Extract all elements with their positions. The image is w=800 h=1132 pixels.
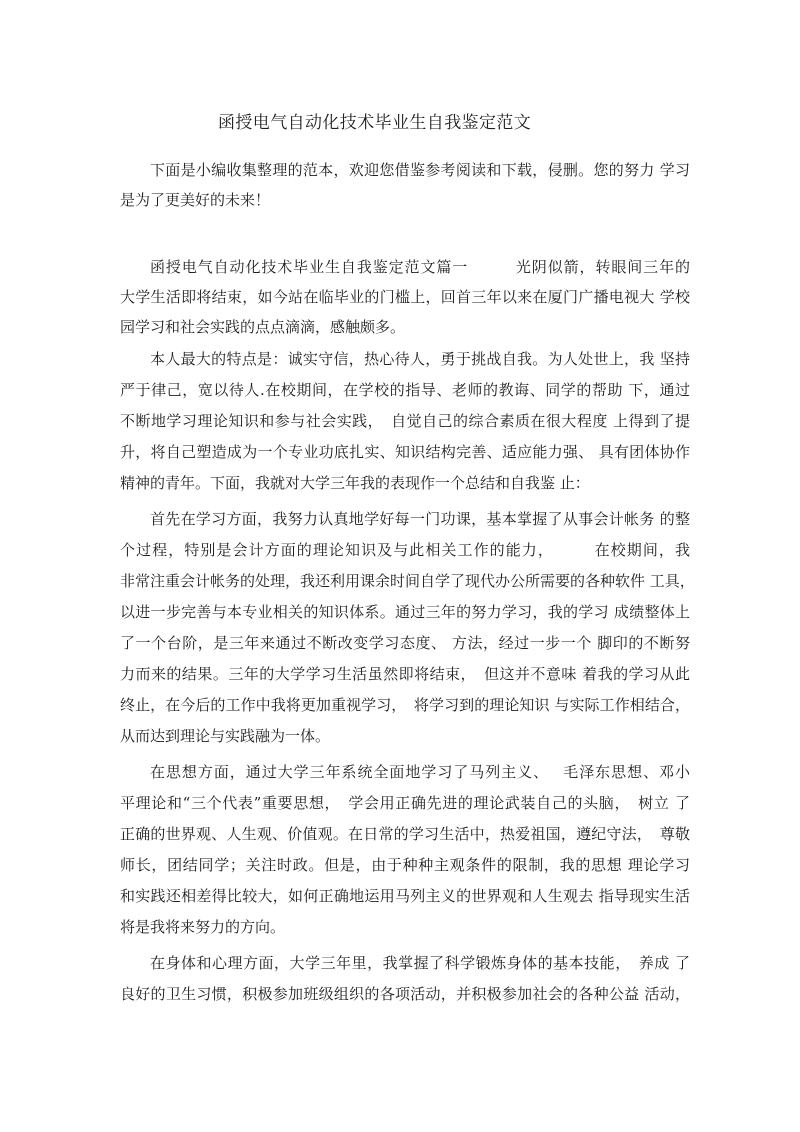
text-line: 个过程，特别是会计方面的理论知识及与此相关工作的能力， 在校期间，我 [120,541,690,559]
text-line: 大学生活即将结束，如今站在临毕业的门槛上，回首三年以来在厦门广播电视大 学校 [120,288,690,306]
text-line: 园学习和社会实践的点点滴滴，感触颇多。 [120,318,406,336]
text-line: 升，将自己塑造成为一个专业功底扎实、知识结构完善、适应能力强、 具有团体协作 [120,443,690,461]
text-line: 从而达到理论与实践融为一体。 [120,727,331,745]
text-line: 函授电气自动化技术毕业生自我鉴定范文篇一 光阴似箭，转眼间三年的 [150,258,690,276]
text-line: 了一个台阶，是三年来通过不断改变学习态度、 方法，经过一步一个 脚印的不断努 [120,634,690,652]
text-line: 非常注重会计帐务的处理，我还利用课余时间自学了现代办公所需要的各种软件 工具， [120,572,695,590]
text-line: 正确的世界观、人生观、价值观。在日常的学习生活中，热爱祖国，遵纪守法， 尊敬 [120,825,690,843]
text-line: 下面是小编收集整理的范本，欢迎您借鉴参考阅读和下载，侵删。您的努力 学习 [150,161,690,179]
text-line: 不断地学习理论知识和参与社会实践， 自觉自己的综合素质在很大程度 上得到了提 [120,412,690,430]
text-line: 在思想方面，通过大学三年系统全面地学习了马列主义、 毛泽东思想、邓小 [150,763,690,781]
document-title: 函授电气自动化技术毕业生自我鉴定范文 [218,113,532,133]
text-line: 本人最大的特点是：诚实守信，热心待人，勇于挑战自我。为人处世上，我 坚持 [150,350,690,368]
text-line: 平理论和“三个代表”重要思想， 学会用正确先进的理论武装自己的头脑， 树立 了 [120,794,690,812]
text-line: 师长，团结同学；关注时政。但是，由于种种主观条件的限制，我的思想 理论学习 [120,856,690,874]
text-line: 和实践还相差得比较大，如何正确地运用马列主义的世界观和人生观去 指导现实生活 [120,887,690,905]
text-line: 精神的青年。下面，我就对大学三年我的表现作一个总结和自我鉴 止： [120,474,590,492]
text-line: 终止，在今后的工作中我将更加重视学习， 将学习到的理论知识 与实际工作相结合， [120,696,690,714]
text-line: 将是我将来努力的方向。 [120,918,286,936]
text-line: 以进一步完善与本专业相关的知识体系。通过三年的努力学习，我的学习 成绩整体上 [120,603,690,621]
text-line: 在身体和心理方面，大学三年里，我掌握了科学锻炼身体的基本技能， 养成 了 [150,954,690,972]
text-line: 是为了更美好的未来！ [120,191,271,209]
text-line: 力而来的结果。三年的大学学习生活虽然即将结束， 但这并不意味 着我的学习从此 [120,665,690,683]
text-line: 首先在学习方面，我努力认真地学好每一门功课，基本掌握了从事会计帐务 的整 [150,510,690,528]
text-line: 良好的卫生习惯，积极参加班级组织的各项活动，并积极参加社会的各种公益 活动， [120,985,690,1003]
text-line: 严于律己，宽以待人.在校期间，在学校的指导、老师的教诲、同学的帮助 下，通过 [120,381,690,399]
